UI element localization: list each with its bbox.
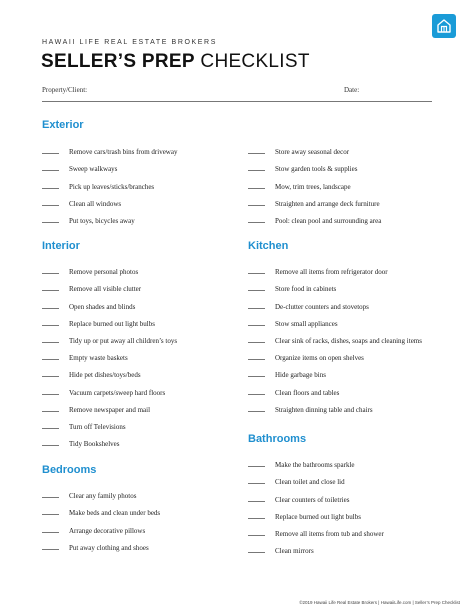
checklist-item-label: Replace burned out light bulbs (69, 319, 155, 328)
checklist-item-label: Replace burned out light bulbs (275, 512, 361, 521)
checklist-item-label: Remove all items from refrigerator door (275, 268, 388, 277)
checklist-item-label: Make beds and clean under beds (69, 509, 161, 518)
header-rule (42, 101, 432, 102)
title-bold: SELLER’S PREP (41, 51, 195, 72)
checklist-item (248, 208, 381, 225)
checklist-item (42, 208, 177, 225)
checklist-item (42, 328, 177, 345)
section-heading-kitchen: Kitchen (248, 240, 289, 252)
checkbox-blank-line[interactable] (248, 273, 265, 274)
checklist-item-label: Pool: clean pool and surrounding area (275, 216, 382, 225)
checkbox-blank-line[interactable] (248, 501, 265, 502)
checklist-item-label: Hide garbage bins (275, 371, 326, 380)
checkbox-blank-line[interactable] (248, 535, 265, 536)
checkbox-blank-line[interactable] (42, 359, 59, 360)
checklist-item-label: Organize items on open shelves (275, 354, 364, 363)
exterior-right-list (248, 139, 381, 225)
exterior-list (42, 139, 177, 225)
page-title (41, 51, 310, 73)
checklist-item-label: Remove personal photos (69, 268, 139, 277)
checklist-item (42, 397, 177, 414)
checklist-item-label: De-clutter counters and stovetops (275, 302, 369, 311)
property-client-label: Property/Client: (42, 86, 88, 94)
checklist-item (248, 538, 384, 555)
checkbox-blank-line[interactable] (42, 514, 59, 515)
checkbox-blank-line[interactable] (248, 342, 265, 343)
checkbox-blank-line[interactable] (42, 549, 59, 550)
checkbox-blank-line[interactable] (248, 411, 265, 412)
section-heading-bedrooms: Bedrooms (42, 464, 97, 476)
checkbox-blank-line[interactable] (42, 188, 59, 189)
checklist-item (248, 293, 422, 310)
checklist-item-label: Straighten dinning table and chairs (275, 405, 373, 414)
checklist-item-label: Remove cars/trash bins from driveway (69, 148, 178, 157)
title-light: CHECKLIST (200, 51, 310, 72)
checklist-item (248, 328, 422, 345)
checklist-item (248, 362, 422, 379)
brand-name: HAWAII LIFE REAL ESTATE BROKERS (42, 39, 217, 46)
checklist-item-label: Remove newspaper and mail (69, 405, 151, 414)
bedrooms-list (42, 483, 160, 552)
section-heading-interior: Interior (42, 240, 80, 252)
checkbox-blank-line[interactable] (248, 394, 265, 395)
checkbox-blank-line[interactable] (42, 376, 59, 377)
checklist-item (42, 345, 177, 362)
checklist-item (248, 173, 381, 190)
checklist-item-label: Clear any family photos (69, 492, 137, 501)
checkbox-blank-line[interactable] (248, 290, 265, 291)
checklist-item (248, 397, 422, 414)
section-heading-bathrooms: Bathrooms (248, 433, 307, 445)
checklist-item (42, 431, 177, 448)
checklist-item (248, 345, 422, 362)
checkbox-blank-line[interactable] (248, 222, 265, 223)
checklist-item-label: Pick up leaves/sticks/branches (69, 182, 155, 191)
checklist-item-label: Make the bathrooms sparkle (275, 461, 355, 470)
checklist-item (42, 517, 160, 534)
checklist-item-label: Turn off Televisions (69, 422, 126, 431)
checklist-item (42, 293, 177, 310)
interior-list (42, 259, 177, 448)
checkbox-blank-line[interactable] (42, 308, 59, 309)
checklist-item-label: Remove all visible clutter (69, 285, 142, 294)
checklist-item (42, 311, 177, 328)
checklist-item (42, 191, 177, 208)
checklist-item (42, 500, 160, 517)
section-heading-exterior: Exterior (42, 119, 84, 131)
checklist-item-label: Put toys, bicycles away (69, 216, 135, 225)
checkbox-blank-line[interactable] (248, 170, 265, 171)
house-logo-icon (432, 14, 456, 38)
checklist-item (42, 173, 177, 190)
checklist-item-label: Straighten and arrange deck furniture (275, 199, 380, 208)
checklist-item-label: Mow, trim trees, landscape (275, 182, 351, 191)
checkbox-blank-line[interactable] (248, 325, 265, 326)
checklist-item (42, 276, 177, 293)
checkbox-blank-line[interactable] (248, 376, 265, 377)
checklist-item (248, 521, 384, 538)
checkbox-blank-line[interactable] (248, 205, 265, 206)
checkbox-blank-line[interactable] (248, 518, 265, 519)
checkbox-blank-line[interactable] (248, 188, 265, 189)
checklist-item-label: Clear counters of toiletries (275, 495, 350, 504)
checklist-item-label: Tidy Bookshelves (69, 440, 120, 449)
checkbox-blank-line[interactable] (42, 273, 59, 274)
checkbox-blank-line[interactable] (42, 205, 59, 206)
checklist-item (42, 535, 160, 552)
checkbox-blank-line[interactable] (42, 445, 59, 446)
checklist-item-label: Clean all windows (69, 199, 122, 208)
checklist-item-label: Stow garden tools & supplies (275, 165, 358, 174)
checklist-item (42, 379, 177, 396)
checkbox-blank-line[interactable] (42, 290, 59, 291)
checklist-item (42, 259, 177, 276)
checkbox-blank-line[interactable] (248, 359, 265, 360)
checklist-item (248, 156, 381, 173)
checklist-item (248, 504, 384, 521)
checklist-item-label: Vacuum carpets/sweep hard floors (69, 388, 166, 397)
kitchen-list (248, 259, 422, 414)
checklist-item-label: Store food in cabinets (275, 285, 337, 294)
checklist-item (248, 379, 422, 396)
checklist-item-label: Open shades and blinds (69, 302, 136, 311)
checkbox-blank-line[interactable] (248, 483, 265, 484)
checklist-item-label: Clean mirrors (275, 547, 314, 556)
checkbox-blank-line[interactable] (248, 308, 265, 309)
checkbox-blank-line[interactable] (42, 428, 59, 429)
checkbox-blank-line[interactable] (248, 552, 265, 553)
checkbox-blank-line[interactable] (42, 153, 59, 154)
checklist-item (42, 156, 177, 173)
checklist-item-label: Clean toilet and close lid (275, 478, 345, 487)
checkbox-blank-line[interactable] (42, 325, 59, 326)
checkbox-blank-line[interactable] (248, 153, 265, 154)
checkbox-blank-line[interactable] (42, 497, 59, 498)
checklist-item-label: Remove all items from tub and shower (275, 529, 384, 538)
checklist-item-label: Arrange decorative pillows (69, 526, 146, 535)
checklist-item (42, 139, 177, 156)
checklist-item (42, 414, 177, 431)
checkbox-blank-line[interactable] (248, 466, 265, 467)
checklist-item-label: Tidy up or put away all children’s toys (69, 336, 178, 345)
checklist-item (248, 311, 422, 328)
date-label: Date: (344, 86, 360, 94)
checklist-item (42, 362, 177, 379)
checklist-item (248, 191, 381, 208)
checklist-item (248, 276, 422, 293)
checkbox-blank-line[interactable] (42, 170, 59, 171)
checklist-item (42, 483, 160, 500)
bathrooms-list (248, 452, 384, 555)
checkbox-blank-line[interactable] (42, 532, 59, 533)
checkbox-blank-line[interactable] (42, 411, 59, 412)
checkbox-blank-line[interactable] (42, 342, 59, 343)
checklist-item-label: Put away clothing and shoes (69, 543, 149, 552)
checkbox-blank-line[interactable] (42, 222, 59, 223)
checklist-item-label: Clean floors and tables (275, 388, 340, 397)
footer-text: ©2019 Hawaii Life Real Estate Brokers | HawaiiLife.com | Seller’s Prep Checklist (299, 600, 460, 605)
checkbox-blank-line[interactable] (42, 394, 59, 395)
checklist-item-label: Empty waste baskets (69, 354, 128, 363)
checklist-item-label: Clear sink of racks, dishes, soaps and cleaning items (275, 336, 422, 345)
checklist-item (248, 469, 384, 486)
checklist-item (248, 486, 384, 503)
checklist-item (248, 139, 381, 156)
checklist-item (248, 259, 422, 276)
checklist-item-label: Sweep walkways (69, 165, 118, 174)
checklist-item-label: Store away seasonal decor (275, 148, 350, 157)
checklist-item-label: Hide pet dishes/toys/beds (69, 371, 141, 380)
checklist-item-label: Stow small appliances (275, 319, 338, 328)
checklist-item (248, 452, 384, 469)
